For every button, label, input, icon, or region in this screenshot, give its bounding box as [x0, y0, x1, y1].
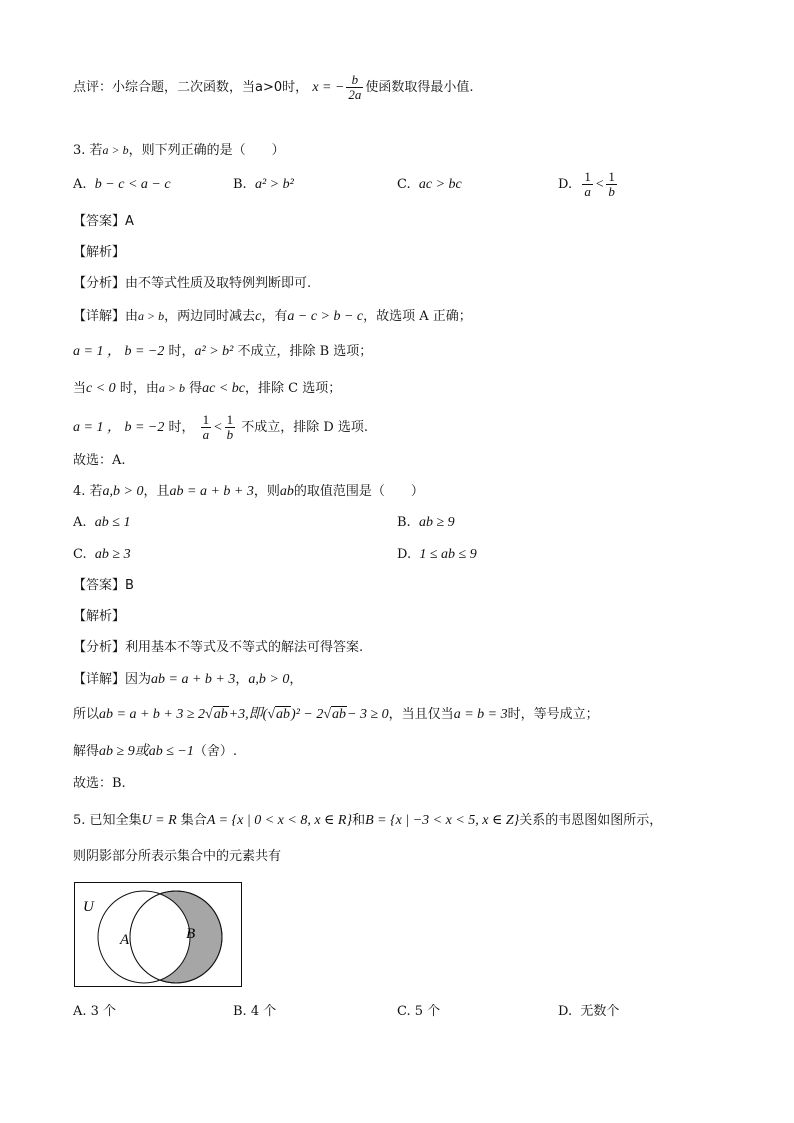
comment-frac-num: b	[346, 73, 363, 88]
q3-d4-num2: 1	[226, 412, 234, 427]
q4-detail2-sqrt2-sign: √	[267, 707, 276, 722]
q4-detail2-cond: a = b = 3	[453, 707, 508, 722]
q3-detail3-mid2: 得	[189, 381, 203, 396]
q3-option-c-label: C.	[397, 177, 411, 192]
q4-detail2-eq: ab = a + b + 3 ≥ 2	[99, 707, 206, 722]
q3-answer: 【答案】A	[73, 214, 134, 229]
q5-stem	[73, 812, 662, 830]
q4-option-a-label: A.	[73, 515, 87, 530]
q3-detail-3	[73, 379, 341, 398]
q3-option-c	[397, 176, 462, 194]
q3-detail2-suffix: 不成立，排除 B 选项；	[237, 344, 373, 359]
q4-detail2-mid: +3,即(	[228, 707, 268, 722]
q3-option-b-text: a² > b²	[254, 177, 294, 192]
q4-option-a	[73, 514, 130, 532]
q3-detail1-cond: a > b	[138, 309, 165, 323]
q4-detail3-eq: ab ≥ 9或ab ≤ −1	[99, 744, 194, 759]
q3-detail1-mid: ，两边同时减去	[164, 309, 256, 324]
q4-option-c-label: C.	[73, 547, 87, 562]
q4-detail2-mid2: )² − 2	[291, 707, 324, 722]
comment-prefix: 点评：小综合题，二次函数，当	[73, 80, 256, 95]
q4-detail2-sqrt3: ab	[332, 707, 347, 722]
q3-stem	[73, 141, 285, 160]
q4-detail-2	[73, 706, 599, 724]
q3-d-den-b: b	[608, 184, 615, 199]
q3-fenxi: 【分析】由不等式性质及取特例判断即可.	[73, 276, 312, 291]
q4-option-b-text: ab ≥ 9	[418, 515, 455, 530]
comment-fraction	[346, 73, 363, 102]
q4-option-a-text: ab ≤ 1	[94, 515, 131, 530]
q5-option-d	[558, 1003, 619, 1021]
q3-detail3-suffix: ，排除 C 选项；	[244, 381, 342, 396]
q4-detail-1	[73, 671, 302, 689]
q5-option-a: A. 3 个	[73, 1004, 117, 1019]
q3-option-d-label: D.	[558, 177, 573, 192]
q4-detail1-eq: ab = a + b + 3	[151, 672, 236, 687]
q3-option-d-lt: <	[594, 177, 605, 192]
q4-fenxi: 【分析】利用基本不等式及不等式的解法可得答案.	[73, 640, 364, 655]
venn-diagram	[74, 882, 242, 988]
q3-d4-num1: 1	[202, 412, 210, 427]
q4-option-d-text: 1 ≤ ab ≤ 9	[419, 547, 477, 562]
q4-detail2-suffix2: 时，等号成立；	[507, 707, 599, 722]
q4-detail1-cond: a,b > 0	[248, 672, 290, 687]
venn-label-b: B	[186, 926, 196, 942]
q4-option-c-text: ab ≥ 3	[94, 547, 131, 562]
q3-option-d	[558, 170, 619, 199]
q3-stem-cond: a > b	[102, 143, 129, 157]
q3-jiexi: 【解析】	[73, 245, 126, 260]
q5-option-b: B. 4 个	[233, 1004, 277, 1019]
q3-d-den-a: a	[584, 184, 591, 199]
q4-stem-prefix: 4. 若	[73, 484, 103, 499]
q5-stem-suffix: 关系的韦恩图如图所示，	[519, 813, 663, 828]
q4-detail2-sqrt3-sign: √	[323, 707, 332, 722]
q4-detail1-prefix: 【详解】因为	[73, 672, 152, 687]
q3-detail1-prefix: 【详解】由	[73, 309, 139, 324]
q3-detail1-c: c	[255, 309, 262, 324]
q5-stem-b: B = {x | −3 < x < 5, x ∈ Z}	[365, 813, 520, 828]
q4-detail2-sqrt-sign: √	[205, 707, 213, 722]
q4-stem	[73, 483, 424, 501]
q5-stem-mid: 集合	[180, 813, 207, 828]
q3-detail-1	[73, 307, 472, 326]
q3-stem-prefix: 3. 若	[73, 143, 103, 158]
q4-detail2-sqrt2: ab	[276, 707, 291, 722]
comment-x-eq: x = −	[312, 80, 345, 95]
q5-stem-u: U = R	[141, 813, 177, 828]
q4-stem-mid: ，且	[143, 484, 170, 499]
q3-d4-den-b: b	[226, 427, 234, 442]
q4-option-b-label: B.	[397, 515, 411, 530]
q5-stem-line2: 则阴影部分所表示集合中的元素共有	[73, 849, 282, 864]
q4-option-c	[73, 546, 131, 564]
q3-stem-suffix: ，则下列正确的是（ ）	[128, 143, 285, 158]
q3-detail2-mid: 时，	[168, 344, 195, 359]
q4-detail2-sqrt: ab	[213, 707, 228, 722]
q4-option-d	[397, 546, 477, 564]
q4-option-d-label: D.	[397, 547, 412, 562]
q4-stem-cond: a,b > 0	[102, 484, 144, 499]
q4-detail2-suffix: ，当且仅当	[388, 707, 454, 722]
q3-detail2-vals: a = 1 ， b = −2	[73, 344, 165, 359]
comment-cond: a>0	[255, 80, 283, 95]
comment-frac-den: 2a	[348, 87, 362, 102]
q4-stem-eq: ab = a + b + 3	[169, 484, 254, 499]
q3-detail3-ineq: ac < bc	[202, 381, 245, 396]
q5-stem-and: 和	[352, 813, 366, 828]
comment-suffix: 使函数取得最小值.	[365, 80, 474, 95]
q3-detail1-ineq: a − c > b − c	[287, 309, 364, 324]
q3-detail3-mid: 时，由	[119, 381, 159, 396]
q4-stem-ab: ab	[279, 484, 294, 499]
q3-d-num1: 1	[584, 169, 591, 184]
q4-answer: 【答案】B	[73, 578, 134, 593]
q3-option-a-text: b − c < a − c	[94, 177, 171, 192]
q3-option-d-frac-a	[582, 170, 593, 199]
q3-detail3-cond: c < 0	[86, 381, 116, 396]
q4-stem-mid2: ，则	[253, 484, 280, 499]
q3-option-c-text: ac > bc	[418, 177, 462, 192]
q4-detail3-prefix: 解得	[73, 744, 100, 759]
q3-detail4-lt: <	[213, 420, 223, 435]
q3-option-a-label: A.	[73, 177, 87, 192]
q3-detail4-suffix: 不成立，排除 D 选项.	[241, 420, 369, 435]
q3-detail2-ineq: a² > b²	[194, 344, 234, 359]
q3-detail-2	[73, 343, 372, 361]
q4-jiexi: 【解析】	[73, 609, 126, 624]
q3-d-num2: 1	[608, 169, 615, 184]
q4-detail2-prefix: 所以	[73, 707, 100, 722]
q4-detail2-mid3: − 3 ≥ 0	[347, 707, 389, 722]
q3-detail4-mid: 时，	[168, 420, 195, 435]
comment-line	[73, 73, 474, 102]
q3-d4-den-a: a	[202, 427, 210, 442]
venn-label-u: U	[83, 899, 94, 915]
q3-conclusion: 故选：A.	[73, 453, 126, 468]
q4-detail1-sep: ，	[235, 672, 249, 687]
q3-detail4-frac-b	[225, 413, 236, 442]
q5-option-d-label: D.	[558, 1004, 573, 1019]
comment-mid: 时，	[282, 80, 309, 95]
q4-stem-suffix: 的取值范围是（ ）	[293, 484, 424, 499]
q3-option-b-label: B.	[233, 177, 247, 192]
q3-detail1-mid2: ，有	[261, 309, 288, 324]
venn-label-a: A	[120, 932, 130, 948]
q4-detail1-suffix: ，	[289, 672, 303, 687]
q5-option-c: C. 5 个	[397, 1004, 441, 1019]
q4-detail3-suffix: （舍）.	[193, 744, 237, 759]
q5-stem-prefix: 5. 已知全集	[73, 813, 142, 828]
q3-detail1-suffix: ，故选项 A 正确；	[363, 309, 472, 324]
q4-detail-3	[73, 743, 237, 761]
q3-option-b	[233, 176, 294, 194]
q3-detail4-vals: a = 1 ， b = −2	[73, 420, 165, 435]
q3-detail3-cond2: a > b	[158, 381, 185, 395]
q5-option-d-text: 无数个	[580, 1004, 620, 1019]
q3-detail4-frac-a	[201, 413, 212, 442]
q3-option-d-frac-b	[606, 170, 617, 199]
q3-detail3-prefix: 当	[73, 381, 87, 396]
q4-option-b	[397, 514, 455, 532]
q3-detail-4	[73, 413, 368, 442]
q3-option-a	[73, 176, 171, 194]
q5-stem-a: A = {x | 0 < x < 8, x ∈ R}	[206, 813, 353, 828]
q4-conclusion: 故选：B.	[73, 776, 126, 791]
